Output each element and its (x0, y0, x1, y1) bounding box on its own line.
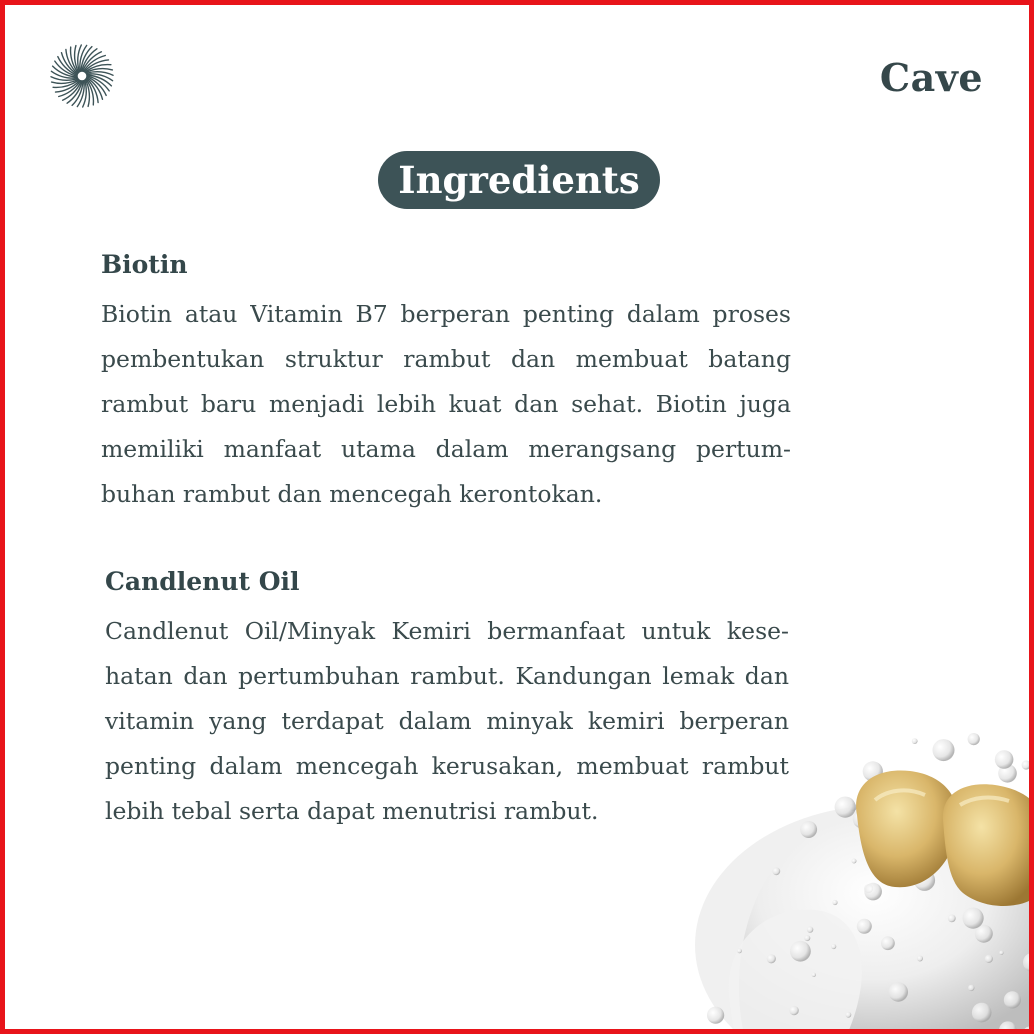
page-title: Ingredients (398, 158, 640, 202)
section-body: Candlenut Oil/Minyak Kemiri bermanfaat untuk kesehatan dan pertumbuhan rambut. Kandungan lemak dan vitamin yang terdapat dalam minyak kemiri berperan penting dalam mencegah kerusakan, membuat rambut lebih tebal serta dapat menutrisi rambut. (105, 617, 789, 825)
brand-name: Cave (879, 55, 983, 100)
section-heading: Biotin (101, 250, 188, 279)
section-biotin (101, 250, 791, 517)
sunburst-icon (49, 43, 115, 109)
section-heading: Candlenut Oil (105, 567, 300, 596)
section-body: Biotin atau Vitamin B7 berperan penting dalam proses pembentukan struktur rambut dan membuat batang rambut baru menjadi lebih kuat dan sehat. Biotin juga memiliki manfaat utama dalam merangsang pertumbuhan rambut dan mencegah kerontokan. (101, 300, 791, 508)
candlenut-foam-illustration (625, 705, 1034, 1034)
title-pill (378, 151, 660, 209)
